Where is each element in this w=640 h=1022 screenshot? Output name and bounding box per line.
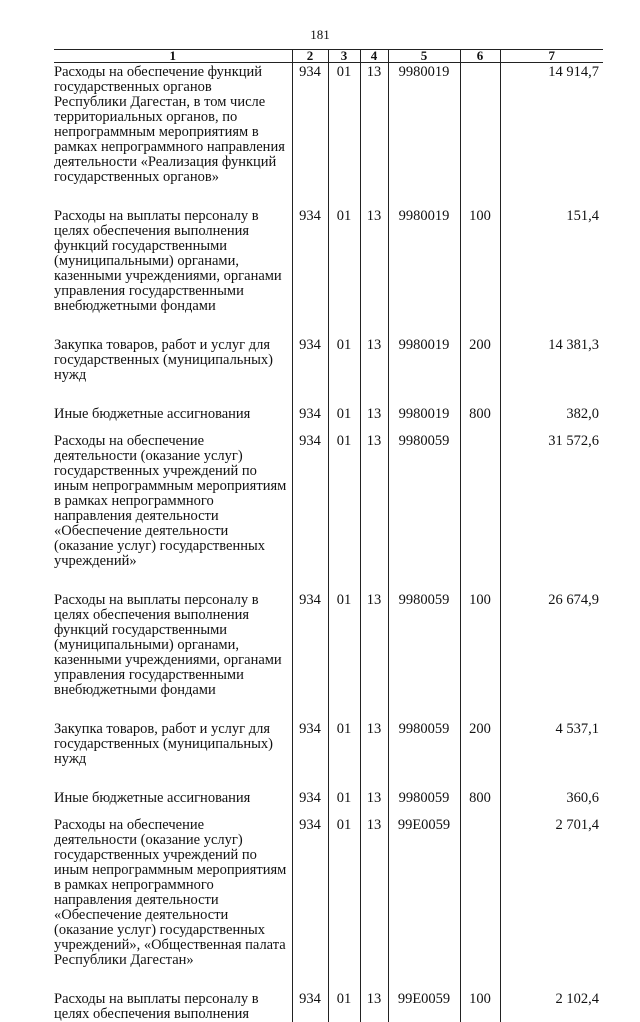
subsection-code: 13 — [360, 207, 388, 336]
table-row — [54, 432, 603, 591]
expense-name: Расходы на обеспечение деятельности (оказание услуг) государственных учреждений по иным непрограммным мероприятиям в рамках непрограммного направления деятельности «Обеспечение деятельности (оказание услуг) государственных учреждений», «Общественная палата Республики Дагестан» — [54, 817, 287, 968]
ministry-code: 934 — [292, 207, 328, 336]
amount: 2 102,4 — [500, 990, 603, 1022]
expense-type-code: 200 — [460, 336, 500, 405]
expense-type-code — [460, 432, 500, 591]
expense-name: Расходы на обеспечение функций государственных органов Республики Дагестан, в том числе территориальных органов, по непрограммным мероприятиям в рамках непрограммного направления деятельности «Реализация функций государственных органов» — [54, 64, 285, 185]
expense-type-code: 800 — [460, 405, 500, 432]
section-code: 01 — [328, 816, 360, 990]
expense-name: Закупка товаров, работ и услуг для государственных (муниципальных) нужд — [54, 337, 273, 383]
subsection-code: 13 — [360, 432, 388, 591]
expense-name: Иные бюджетные ассигнования — [54, 790, 251, 806]
section-code: 01 — [328, 207, 360, 336]
target-article-code: 9980059 — [388, 789, 460, 816]
table-row — [54, 816, 603, 990]
amount: 4 537,1 — [500, 720, 603, 789]
ministry-code: 934 — [292, 591, 328, 720]
amount: 151,4 — [500, 207, 603, 336]
target-article-code: 9980059 — [388, 720, 460, 789]
ministry-code: 934 — [292, 720, 328, 789]
section-code: 01 — [328, 720, 360, 789]
amount: 382,0 — [500, 405, 603, 432]
expense-type-code: 100 — [460, 591, 500, 720]
target-article-code: 99Е0059 — [388, 816, 460, 990]
amount: 31 572,6 — [500, 432, 603, 591]
ministry-code: 934 — [292, 990, 328, 1022]
table-row — [54, 990, 603, 1022]
subsection-code: 13 — [360, 816, 388, 990]
ministry-code: 934 — [292, 63, 328, 208]
expense-type-code: 100 — [460, 207, 500, 336]
subsection-code: 13 — [360, 405, 388, 432]
section-code: 01 — [328, 990, 360, 1022]
column-header: 4 — [360, 50, 388, 63]
table-row — [54, 591, 603, 720]
expense-name: Расходы на выплаты персоналу в целях обеспечения выполнения функций государственными (муниципальными) органами, казенными учреждениями, органами управления государственными внебюджетными фондами — [54, 208, 282, 314]
subsection-code: 13 — [360, 63, 388, 208]
target-article-code: 9980019 — [388, 405, 460, 432]
amount: 14 914,7 — [500, 63, 603, 208]
subsection-code: 13 — [360, 720, 388, 789]
ministry-code: 934 — [292, 336, 328, 405]
expense-type-code — [460, 63, 500, 208]
subsection-code: 13 — [360, 789, 388, 816]
expense-type-code: 800 — [460, 789, 500, 816]
amount: 14 381,3 — [500, 336, 603, 405]
ministry-code: 934 — [292, 816, 328, 990]
table-row — [54, 789, 603, 816]
amount: 2 701,4 — [500, 816, 603, 990]
section-code: 01 — [328, 432, 360, 591]
expense-name: Расходы на выплаты персоналу в целях обеспечения выполнения — [54, 991, 259, 1022]
column-header: 2 — [292, 50, 328, 63]
column-header: 3 — [328, 50, 360, 63]
section-code: 01 — [328, 336, 360, 405]
column-header: 7 — [500, 50, 603, 63]
column-header: 5 — [388, 50, 460, 63]
column-header: 6 — [460, 50, 500, 63]
section-code: 01 — [328, 789, 360, 816]
target-article-code: 9980059 — [388, 432, 460, 591]
ministry-code: 934 — [292, 405, 328, 432]
table-row — [54, 405, 603, 432]
subsection-code: 13 — [360, 591, 388, 720]
budget-table — [54, 49, 603, 1022]
column-header: 1 — [54, 50, 292, 63]
target-article-code: 99Е0059 — [388, 990, 460, 1022]
expense-name: Расходы на выплаты персоналу в целях обеспечения выполнения функций государственными (муниципальными) органами, казенными учреждениями, органами управления государственными внебюджетными фондами — [54, 592, 282, 698]
expense-name: Иные бюджетные ассигнования — [54, 406, 251, 422]
table-header — [54, 50, 603, 63]
target-article-code: 9980019 — [388, 63, 460, 208]
expense-name: Закупка товаров, работ и услуг для государственных (муниципальных) нужд — [54, 721, 273, 767]
table-row — [54, 207, 603, 336]
amount: 26 674,9 — [500, 591, 603, 720]
table-row — [54, 63, 603, 208]
section-code: 01 — [328, 591, 360, 720]
target-article-code: 9980019 — [388, 207, 460, 336]
section-code: 01 — [328, 405, 360, 432]
table-row — [54, 336, 603, 405]
section-code: 01 — [328, 63, 360, 208]
ministry-code: 934 — [292, 789, 328, 816]
expense-type-code — [460, 816, 500, 990]
expense-type-code: 200 — [460, 720, 500, 789]
ministry-code: 934 — [292, 432, 328, 591]
table-row — [54, 720, 603, 789]
subsection-code: 13 — [360, 990, 388, 1022]
subsection-code: 13 — [360, 336, 388, 405]
target-article-code: 9980019 — [388, 336, 460, 405]
target-article-code: 9980059 — [388, 591, 460, 720]
amount: 360,6 — [500, 789, 603, 816]
expense-type-code: 100 — [460, 990, 500, 1022]
page-number: 181 — [310, 27, 330, 42]
expense-name: Расходы на обеспечение деятельности (оказание услуг) государственных учреждений по иным непрограммным мероприятиям в рамках непрограммного направления деятельности «Обеспечение деятельности (оказание услуг) государственных учреждений» — [54, 433, 287, 569]
